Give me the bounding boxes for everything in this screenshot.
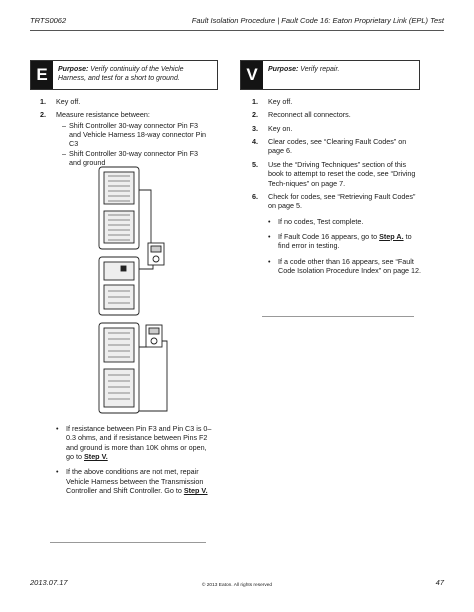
step-e-purpose-text: Verify continuity of the Vehicle Harness, and test for a short to ground. xyxy=(58,66,184,83)
step-v-outcomes xyxy=(268,217,422,276)
step-e-item-2: 2. Measure resistance between: – Shift Controller 30-way connector Pin F3 and Vehicle Harness 18-way connector Pin C3 – Shift Controller 30-way connector Pin F3 and ground xyxy=(40,110,210,167)
step-v-item-4: 4. Clear codes, see “Clearing Fault Codes” on page 6. xyxy=(252,137,407,156)
step-v-item-5: 5. Use the “Driving Techniques” section of this book to attempt to reset the code, see “Driving Tech-niques” on page 7. xyxy=(252,159,416,188)
failure-followup: • If the above conditions are not met, repair Vehicle Harness between the Transmission Controller and Shift Controller. Go to Step V. xyxy=(56,467,216,495)
step-v-instructions xyxy=(252,97,422,279)
go-to-step-v-link[interactable]: Step V. xyxy=(84,452,108,462)
document-id: TRTS0062 xyxy=(30,16,67,25)
right-section-divider xyxy=(262,316,414,317)
footer-date: 2013.07.17 xyxy=(30,578,68,587)
step-v-item-6: 6. Check for codes, see “Retrieving Fault Codes” on page 5. • If no codes, Test complete. • If Fault Code 16 appears, go to Step A. to find error in testing. • If a code other than 16 appears, see “Fault Code Isolation Procedure Index” on page 12. xyxy=(252,192,422,276)
step-v-item-1: 1. Key off. xyxy=(252,97,293,106)
connector-diagram-1 xyxy=(99,167,164,265)
result-bullet: • If resistance between Pin F3 and Pin C3 is 0–0.3 ohms, and if resistance between Pins F2 and ground is more than 10K ohms or open, go to Step V. xyxy=(56,424,216,461)
step-e-item-1: 1. Key off. xyxy=(40,97,81,106)
go-to-step-a-link[interactable]: Step A. xyxy=(379,231,404,241)
measurement-item: – Shift Controller 30-way connector Pin F3 and ground xyxy=(62,149,210,168)
connector-test-diagram xyxy=(95,165,175,415)
page-number: 47 xyxy=(435,578,444,587)
step-v-item-2: 2. Reconnect all connectors. xyxy=(252,110,351,120)
header-divider xyxy=(30,30,444,31)
step-e-purpose-label: Purpose: xyxy=(58,66,89,73)
step-v-purpose xyxy=(268,65,415,74)
measurement-list xyxy=(56,121,210,168)
step-v-purpose-box xyxy=(240,60,420,90)
step-e-badge: E xyxy=(31,61,53,89)
step-v-purpose-text: Verify repair. xyxy=(300,66,340,73)
step-e-purpose xyxy=(58,65,213,83)
left-section-divider xyxy=(50,542,206,543)
step-e-purpose-box xyxy=(30,60,218,90)
go-to-step-v-link-2[interactable]: Step V. xyxy=(183,486,208,496)
measurement-item: – Shift Controller 30-way connector Pin F3 and Vehicle Harness 18-way connector Pin C3 xyxy=(62,121,210,149)
outcome-bullet: • If Fault Code 16 appears, go to Step A. to find error in testing. xyxy=(268,232,422,251)
connector-diagram-3 xyxy=(99,323,167,413)
outcome-bullet: • If a code other than 16 appears, see “Fault Code Isolation Procedure Index” on page 12. xyxy=(268,257,422,276)
page-header-title: Fault Isolation Procedure | Fault Code 16: Eaton Proprietary Link (EPL) Test xyxy=(191,16,444,25)
step-e-results xyxy=(56,418,216,496)
step-e-instructions xyxy=(40,97,210,172)
footer-copyright: © 2013 Eaton. All rights reserved xyxy=(201,583,273,588)
connector-diagram-2 xyxy=(99,257,153,315)
outcome-bullet: • If no codes, Test complete. xyxy=(268,217,422,226)
step-v-purpose-label: Purpose: xyxy=(268,66,299,73)
step-v-badge: V xyxy=(241,61,263,89)
step-v-item-3: 3. Key on. xyxy=(252,123,293,133)
